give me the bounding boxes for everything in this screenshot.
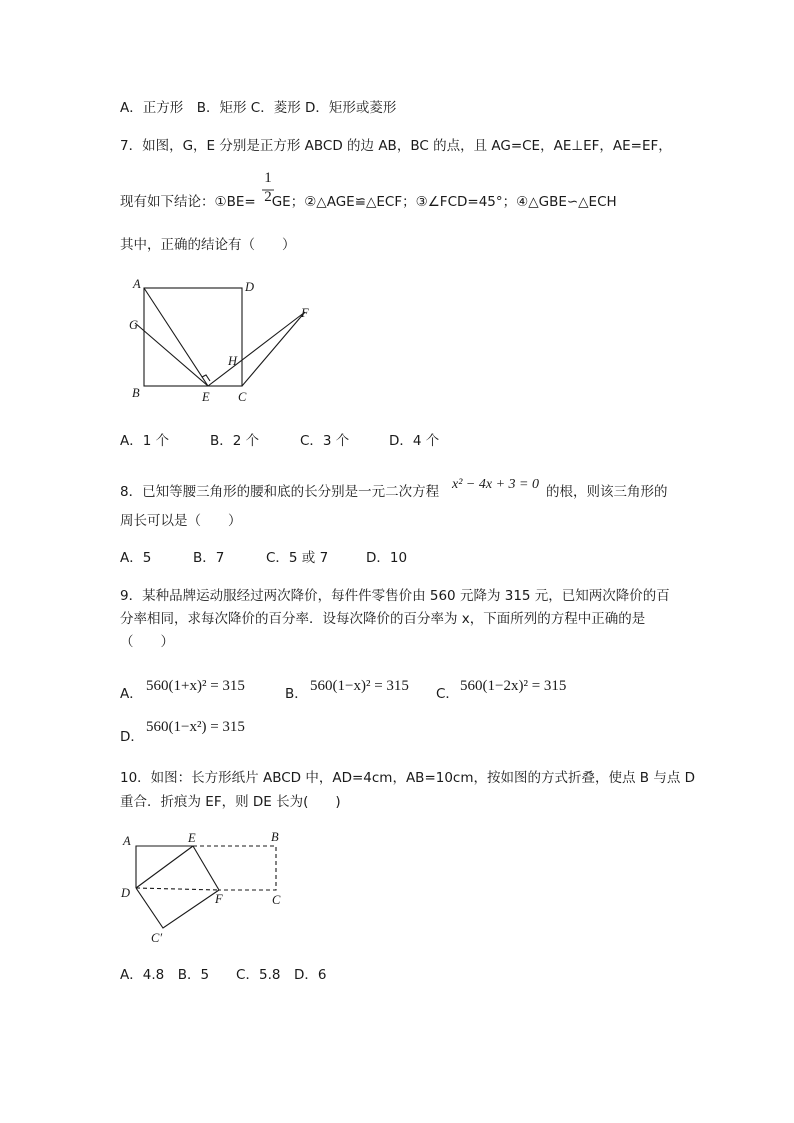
label-g: G	[129, 318, 139, 332]
q8-option-a: A．5	[120, 550, 152, 566]
q7-option-d: D．4 个	[389, 433, 440, 449]
q10-options: A．4.8 B．5 C．5.8 D．6	[120, 967, 327, 983]
q9-option-d-label: D．	[120, 729, 144, 745]
q8-option-c: C．5 或 7	[266, 550, 329, 566]
label-f: F	[301, 306, 309, 320]
q9-option-b-label: B．	[285, 686, 308, 702]
q7-figure	[125, 275, 325, 415]
label-c: C	[238, 390, 247, 404]
q9-option-c-equation: 560(1−2x)² = 315	[460, 678, 567, 694]
segment-ef	[193, 846, 219, 890]
q9-option-c-label: C．	[436, 686, 459, 702]
label-d: D	[121, 886, 131, 900]
q10-line1: 10．如图：长方形纸片 ABCD 中，AD=4cm，AB=10cm，按如图的方式折叠，使点 B 与点 D	[120, 770, 696, 786]
diagonal-dashed	[136, 888, 219, 890]
q9-line2: 分率相同，求每次降价的百分率．设每次降价的百分率为 x，下面所列的方程中正确的是	[120, 611, 646, 627]
label-a: A	[133, 277, 141, 291]
q9-option-a-equation: 560(1+x)² = 315	[146, 678, 245, 694]
q8-stem-before: 8．已知等腰三角形的腰和底的长分别是一元二次方程	[120, 484, 440, 500]
q9-option-a-label: A．	[120, 686, 143, 702]
label-d: D	[245, 280, 255, 294]
q6-options: A．正方形 B．矩形 C．菱形 D．矩形或菱形	[120, 100, 397, 116]
q7-question: 其中，正确的结论有（ ）	[120, 237, 296, 253]
segment-de	[136, 846, 193, 888]
q10-line2: 重合．折痕为 EF，则 DE 长为( )	[120, 794, 341, 810]
segment-cf	[242, 312, 305, 386]
label-b: B	[132, 386, 140, 400]
label-h: H	[228, 354, 238, 368]
q8-option-d: D．10	[366, 550, 408, 566]
q8-equation: x² − 4x + 3 = 0	[452, 477, 539, 492]
q9-option-b-equation: 560(1−x)² = 315	[310, 678, 409, 694]
segment-ae	[144, 288, 208, 386]
q7-option-a: A．1 个	[120, 433, 170, 449]
q10-figure	[115, 828, 315, 948]
q7-option-b: B．2 个	[210, 433, 260, 449]
folded-triangle	[136, 888, 219, 928]
q7-c1-rest: GE；②△AGE≌△ECF；③∠FCD=45°；④△GBE∽△ECH	[271, 194, 617, 210]
label-c-prime: C′	[151, 931, 163, 945]
q7-fraction-denominator: 2	[264, 189, 272, 205]
q7-fraction-numerator: 1	[264, 170, 272, 186]
segment-ef	[208, 312, 305, 386]
q8-stem-after: 的根，则该三角形的	[546, 484, 668, 500]
q7-option-c: C．3 个	[300, 433, 350, 449]
q8-option-b: B．7	[193, 550, 225, 566]
label-b: B	[271, 830, 279, 844]
q7-conclusions-prefix: 现有如下结论：	[120, 194, 215, 210]
q8-stem-line2: 周长可以是（ ）	[120, 513, 242, 529]
label-a: A	[123, 834, 131, 848]
q7-stem: 7．如图，G，E 分别是正方形 ABCD 的边 AB，BC 的点，且 AG=CE，AE⊥EF，AE=EF，	[120, 138, 672, 154]
label-e: E	[188, 831, 196, 845]
label-f: F	[215, 892, 223, 906]
q9-line1: 9．某种品牌运动服经过两次降价，每件件零售价由 560 元降为 315 元，已知两次降价的百	[120, 588, 670, 604]
label-e: E	[202, 390, 210, 404]
q9-line3: （ ）	[120, 634, 174, 650]
q9-option-d-equation: 560(1−x²) = 315	[146, 719, 245, 735]
label-c: C	[272, 893, 281, 907]
segment-ge	[135, 323, 208, 386]
q7-c1-label: ①BE=	[214, 194, 256, 210]
q7-conclusions	[120, 193, 617, 211]
